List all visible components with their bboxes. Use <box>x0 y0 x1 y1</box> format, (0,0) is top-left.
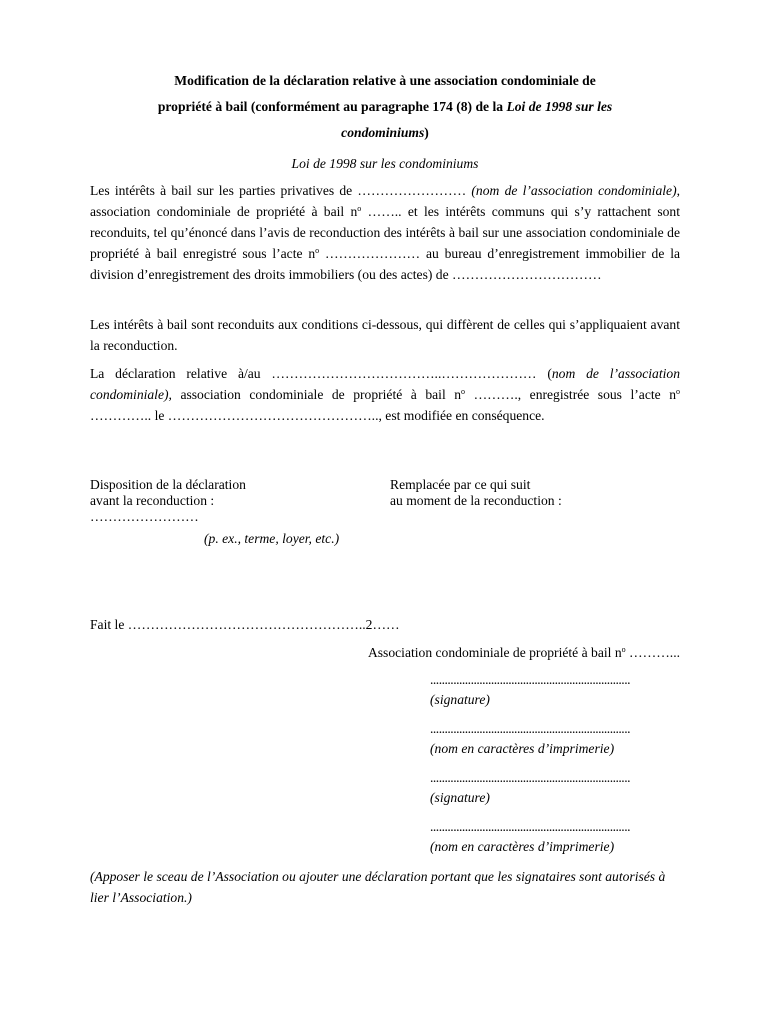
para3-text-2: association condominiale de propriété à bail n <box>171 387 462 402</box>
example-note: (p. ex., terme, loyer, etc.) <box>204 531 340 546</box>
title-act-name-end: condominiums <box>341 125 425 140</box>
title-close-paren: ) <box>424 125 429 140</box>
column-before-renewal <box>90 477 246 525</box>
right-col-line-2: au moment de la reconduction : <box>390 493 562 508</box>
paragraph-leasehold-interests <box>90 180 680 285</box>
name-label-1: (nom en caractères d’imprimerie) <box>430 741 615 756</box>
paragraph-declaration-amended <box>90 363 680 426</box>
para3-text-4: ………….. le ……………………………………….., est modifiée en conséquence. <box>90 408 545 423</box>
para3-sup-2: o <box>676 387 680 396</box>
para3-text-3: ………., enregistrée sous l’acte n <box>465 387 676 402</box>
title-line-2-text: propriété à bail (conformément au paragraphe 174 (8) de la <box>157 99 507 114</box>
date-place-line: Fait le ……………………………………………..2…… <box>90 617 400 632</box>
association-number-line <box>368 645 680 661</box>
para1-text-2: , association condominiale de propriété à bail n <box>90 183 680 219</box>
title-line-2 <box>90 94 680 120</box>
name-line-2: ..................................................................... <box>430 819 630 834</box>
document-title <box>90 68 680 146</box>
title-line-3 <box>90 120 680 146</box>
left-col-line-1: Disposition de la déclaration <box>90 477 246 492</box>
para1-text-1: Les intérêts à bail sur les parties privatives de …………………… <box>90 183 472 198</box>
para3-text-1: La déclaration relative à/au ………………………………..………………… ( <box>90 366 552 381</box>
signature-line-2: ..................................................................... <box>430 770 630 785</box>
name-label-2: (nom en caractères d’imprimerie) <box>430 839 615 854</box>
left-col-line-2: avant la reconduction : <box>90 493 215 508</box>
left-col-line-3: …………………… <box>90 509 199 524</box>
signature-label-1: (signature) <box>430 692 490 707</box>
title-act-name: Loi de 1998 sur les <box>506 99 613 114</box>
name-line-1: ..................................................................... <box>430 721 630 736</box>
document-subtitle: Loi de 1998 sur les condominiums <box>291 156 479 171</box>
title-line-1: Modification de la déclaration relative à une association condominiale de <box>174 73 596 88</box>
seal-instruction: (Apposer le sceau de l’Association ou ajouter une déclaration portant que les signataires sont autorisés à lier l’Association.) <box>90 869 666 905</box>
para1-sup-1: o <box>357 204 362 213</box>
assoc-text: Association condominiale de propriété à bail n <box>367 645 622 660</box>
assoc-sup: o <box>621 645 626 654</box>
para3-sup-1: o <box>461 387 466 396</box>
right-col-line-1: Remplacée par ce qui suit <box>390 477 531 492</box>
para3-italic-1: nom de l’association condominiale), <box>90 366 680 402</box>
signature-label-2: (signature) <box>430 790 490 805</box>
para1-text-4: ………………… au bureau d’enregistrement immobilier de la division d’enregistrement des droits immobiliers (ou des actes) de …………………………… <box>90 246 681 282</box>
para1-text-3: …….. et les intérêts communs qui s’y rattachent sont reconduits, tel qu’énoncé dans l’avis de reconduction des intérêts à bail sur une association condominiale de propriété à bail enregistré sous l’acte n <box>90 204 680 261</box>
para1-sup-2: o <box>315 246 320 255</box>
signature-line-1: ..................................................................... <box>430 672 630 687</box>
paragraph-renewal-terms: Les intérêts à bail sont reconduits aux conditions ci-dessous, qui diffèrent de celles qui s’appliquaient avant la reconduction. <box>90 317 680 353</box>
assoc-dots: ………... <box>625 645 680 660</box>
para1-italic-1: (nom de l’association condominiale) <box>471 183 677 198</box>
column-after-renewal <box>390 477 562 509</box>
